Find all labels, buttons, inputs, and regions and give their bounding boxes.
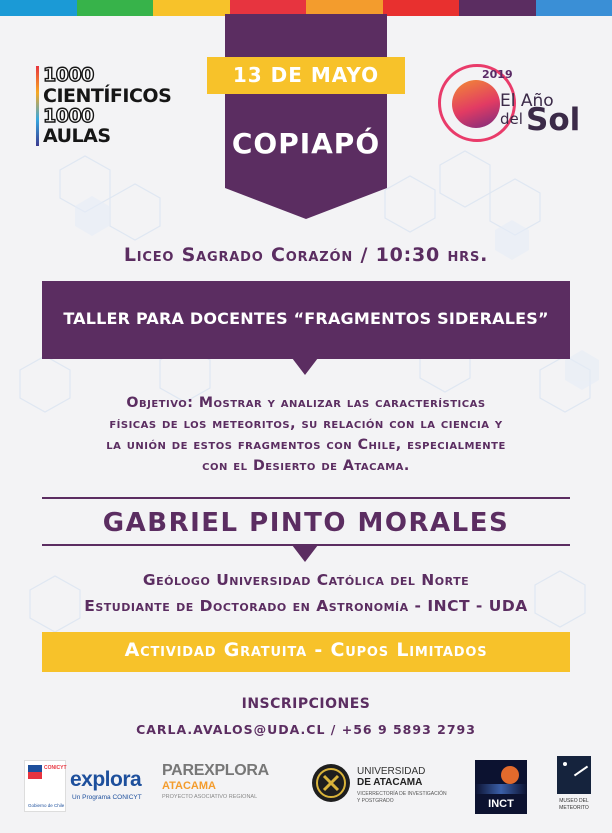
logo-line-2: CIENTÍFICOS (43, 85, 172, 107)
uda-line-1: UNIVERSIDAD (357, 766, 426, 777)
logo-text-1: El Año (500, 91, 554, 111)
museo-line-2: METEORITO (559, 805, 589, 811)
inct-label: INCT (488, 798, 514, 810)
gobierno-label: Gobierno de Chile (28, 803, 65, 808)
conicyt-label: CONICYT (44, 765, 67, 771)
universidad-de-atacama-logo (310, 760, 460, 812)
speaker-pointer (292, 545, 318, 562)
logo-line-3: 1000 (43, 105, 94, 127)
speaker-name: GABRIEL PINTO MORALES (102, 508, 510, 538)
free-activity-banner (42, 632, 570, 672)
parexplora-subtitle: PROYECTO ASOCIATIVO REGIONAL (162, 794, 258, 800)
parexplora-title: PAREXPLORA (162, 762, 269, 779)
objective-text (36, 393, 576, 477)
museo-line-1: MUSEO DEL (559, 798, 589, 804)
flag-blue-icon (28, 765, 42, 772)
logo-year: 2019 (482, 68, 513, 81)
logo-line-1: 1000 (43, 64, 94, 86)
workshop-banner (42, 281, 570, 359)
museo-del-meteorito-logo (555, 756, 593, 818)
objective-line: Objetivo: Mostrar y analizar las características (126, 395, 486, 411)
objective-line: físicas de los meteoritos, su relación con la ciencia y (109, 416, 503, 432)
event-date: 13 DE MAYO (207, 57, 405, 94)
logo-text-3: Sol (526, 102, 581, 138)
conicyt-government-logo (24, 760, 66, 812)
explora-wordmark: explora (70, 768, 142, 791)
sponsor-logos (0, 752, 612, 822)
planet-icon (501, 766, 519, 784)
parexplora-region: ATACAMA (162, 780, 216, 792)
flag-red-icon (28, 772, 42, 779)
banner-pointer (292, 358, 318, 375)
uda-line-3: VICERRECTORÍA DE INVESTIGACIÓN (357, 791, 447, 797)
horizon-icon (475, 784, 527, 794)
divider-top (42, 497, 570, 499)
registration-title: INSCRIPCIONES (241, 696, 371, 712)
uda-line-2: DE ATACAMA (357, 777, 423, 788)
star-icon (563, 762, 567, 766)
registration-contact[interactable]: CARLA.AVALOS@UDA.CL / +56 9 5893 2793 (136, 722, 476, 737)
meteor-trail-icon (574, 766, 588, 777)
logo-line-4: AULAS (43, 125, 111, 147)
parexplora-logo (162, 762, 287, 810)
ano-del-sol-logo (438, 64, 598, 144)
event-venue-time: Liceo Sagrado Corazón / 10:30 hrs. (123, 244, 489, 266)
free-activity-text: Actividad Gratuita - Cupos Limitados (124, 639, 488, 661)
logo-text-2: del (500, 110, 523, 128)
explora-logo (70, 764, 142, 808)
sun-icon (452, 80, 500, 128)
logo-color-bar (36, 66, 39, 146)
speaker-role-1: Geólogo Universidad Católica del Norte (142, 571, 470, 589)
event-city: COPIAPÓ (231, 127, 381, 160)
workshop-title: TALLER PARA DOCENTES “FRAGMENTOS SIDERALES” (63, 309, 549, 328)
uda-line-4: Y POSTGRADO (357, 798, 394, 804)
city-pennant-banner (225, 14, 387, 219)
speaker-role-2: Estudiante de Doctorado en Astronomía - INCT - UDA (84, 597, 528, 615)
inct-logo (475, 760, 527, 814)
explora-subtitle: Un Programa CONICYT (72, 794, 142, 801)
meteor-icon (557, 756, 591, 794)
objective-line: la unión de estos fragmentos con Chile, especialmente (106, 437, 506, 453)
uda-crest-icon (310, 762, 352, 808)
objective-line: con el Desierto de Atacama. (202, 458, 410, 474)
1000-cientificos-logo (36, 66, 181, 148)
